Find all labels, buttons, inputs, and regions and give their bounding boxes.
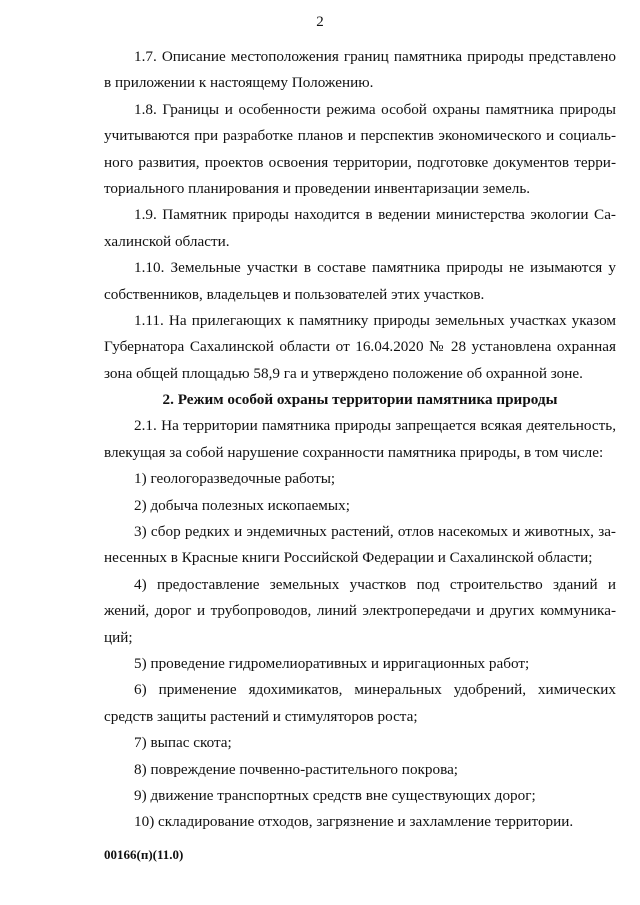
document-body	[104, 44, 616, 836]
list-item: 8) повреждение почвенно-растительного покрова;	[134, 760, 459, 778]
document-code: 00166(п)(11.0)	[104, 847, 184, 862]
text-line: 2.1. На территории памятника природы запрещается всякая деятельность,	[134, 417, 616, 435]
text-line: жений, дорог и трубопроводов, линий электропередачи и других коммуника-	[104, 602, 616, 620]
list-item: 5) проведение гидромелиоративных и ирригационных работ;	[134, 654, 530, 672]
text-line: 1.9. Памятник природы находится в ведении министерства экологии Са-	[134, 206, 616, 224]
list-item: 3) сбор редких и эндемичных растений, отлов насекомых и животных, за-	[134, 523, 616, 541]
list-item: 6) применение ядохимикатов, минеральных удобрений, химических	[134, 681, 616, 699]
text-line: средств защиты растений и стимуляторов роста;	[104, 707, 418, 725]
list-item: 2) добыча полезных ископаемых;	[134, 496, 350, 514]
text-line: 1.10. Земельные участки в составе памятника природы не изымаются у	[134, 259, 616, 277]
list-item: 9) движение транспортных средств вне существующих дорог;	[134, 786, 536, 804]
text-line: ций;	[104, 628, 133, 646]
list-item: 1) геологоразведочные работы;	[134, 470, 336, 488]
text-line: Губернатора Сахалинской области от 16.04.2020 № 28 установлена охранная	[104, 338, 616, 356]
text-line: влекущая за собой нарушение сохранности памятника природы, в том числе:	[104, 443, 604, 461]
list-item: 7) выпас скота;	[134, 734, 232, 752]
text-line: зона общей площадью 58,9 га и утверждено положение об охранной зоне.	[104, 364, 583, 382]
text-line: 1.7. Описание местоположения границ памятника природы представлено	[134, 48, 616, 65]
list-item: 10) складирование отходов, загрязнение и захламление территории.	[134, 813, 574, 831]
section-heading: 2. Режим особой охраны территории памятника природы	[162, 391, 558, 409]
text-line: несенных в Красные книги Российской Федерации и Сахалинской области;	[104, 549, 593, 567]
text-line: в приложении к настоящему Положению.	[104, 74, 374, 92]
text-line: ного развития, проектов освоения территории, подготовке документов терри-	[104, 153, 616, 171]
text-line: ториального планирования и проведении инвентаризации земель.	[104, 179, 531, 197]
text-line: собственников, владельцев и пользователей этих участков.	[104, 285, 485, 303]
list-item: 4) предоставление земельных участков под строительство зданий и	[134, 575, 616, 593]
text-line: 1.8. Границы и особенности режима особой охраны памятника природы	[134, 100, 616, 118]
text-line: халинской области.	[104, 232, 230, 250]
text-line: 1.11. На прилегающих к памятнику природы земельных участках указом	[134, 311, 616, 329]
text-line: учитываются при разработке планов и перспектив экономического и социаль-	[104, 127, 616, 145]
page-number: 2	[316, 14, 324, 30]
